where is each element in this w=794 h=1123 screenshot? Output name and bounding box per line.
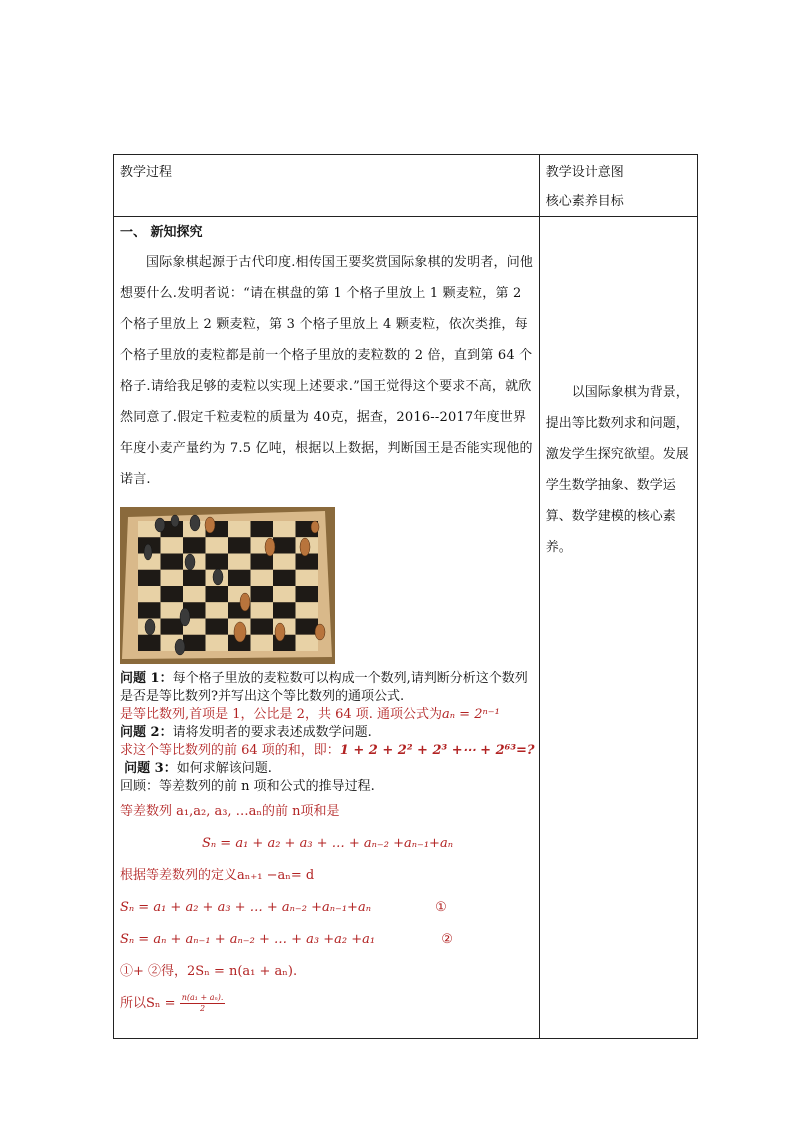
board-square <box>228 554 251 570</box>
chessboard-photo <box>120 507 335 664</box>
board-square <box>206 619 229 635</box>
board-square <box>296 570 319 586</box>
board-square <box>183 537 206 553</box>
answer-2 <box>120 742 535 760</box>
q1-label: 问题 1： <box>120 671 173 686</box>
board-square <box>251 521 274 537</box>
board-square <box>161 586 184 602</box>
board-square <box>251 619 274 635</box>
board-square <box>228 570 251 586</box>
eq2-mark: ② <box>441 932 453 947</box>
board-square <box>206 537 229 553</box>
board-square <box>251 586 274 602</box>
board-square <box>273 602 296 618</box>
conclusion-line <box>120 988 535 1020</box>
board-square <box>296 586 319 602</box>
teaching-process-cell <box>114 217 540 1039</box>
fraction-denominator: 2 <box>200 1004 206 1013</box>
board-square <box>206 586 229 602</box>
question-1 <box>120 670 535 706</box>
header-right-line1: 教学设计意图 <box>545 165 624 180</box>
board-square <box>183 635 206 651</box>
arith-intro: 等差数列 a₁,a₂, a₃, …aₙ的前 n项和是 <box>120 804 340 819</box>
a1-text: 是等比数列,首项是 1，公比是 2，共 64 项. 通项公式为 <box>120 707 443 722</box>
sum-fraction <box>180 993 226 1014</box>
board-square <box>206 635 229 651</box>
header-right-line2: 核心素养目标 <box>545 194 624 209</box>
board-square <box>251 635 274 651</box>
equation-1 <box>120 892 535 924</box>
a1-formula: aₙ = 2ⁿ⁻¹ <box>442 707 500 722</box>
eq1-formula: Sₙ = a₁ + a₂ + a₃ + … + aₙ₋₂ +aₙ₋₁+aₙ <box>120 900 371 915</box>
board-square <box>161 554 184 570</box>
board-square <box>161 570 184 586</box>
board-square <box>138 570 161 586</box>
definition-line: 根据等差数列的定义aₙ₊₁ −aₙ= d <box>120 868 315 883</box>
a2-formula: 1 + 2 + 2² + 2³ +⋯ + 2⁶³=? <box>339 743 535 758</box>
board-square <box>161 537 184 553</box>
q3-text: 如何求解该问题. <box>176 761 272 776</box>
answer-1 <box>120 706 535 724</box>
board-square <box>251 602 274 618</box>
eq2-formula: Sₙ = aₙ + aₙ₋₁ + aₙ₋₂ + … + a₃ +a₂ +a₁ <box>120 932 376 947</box>
equation-2 <box>120 924 535 956</box>
board-square <box>206 554 229 570</box>
board-square <box>183 586 206 602</box>
a2-text: 求这个等比数列的前 64 项的和，即： <box>120 743 340 758</box>
section-title: 一、 新知探究 <box>120 225 203 240</box>
board-square <box>251 570 274 586</box>
board-square <box>138 586 161 602</box>
q1-text: 每个格子里放的麦粒数可以构成一个数列,请判断分析这个数列是否是等比数列?并写出这个等比数列的通项公式. <box>120 671 528 704</box>
board-square <box>296 619 319 635</box>
board-square <box>161 602 184 618</box>
fraction-numerator: n(a₁ + aₙ). <box>181 993 224 1002</box>
board-square <box>138 635 161 651</box>
review-line: 回顾：等差数列的前 n 项和公式的推导过程. <box>120 779 375 794</box>
board-square <box>296 602 319 618</box>
board-square <box>273 570 296 586</box>
board-square <box>138 602 161 618</box>
board-square <box>228 537 251 553</box>
eq1-mark: ① <box>435 900 447 915</box>
board-square <box>183 570 206 586</box>
board-square <box>273 586 296 602</box>
q3-label: 问题 3： <box>124 761 177 776</box>
board-square <box>296 554 319 570</box>
board-square <box>206 602 229 618</box>
sum-formula: Sₙ = a₁ + a₂ + a₃ + … + aₙ₋₂ +aₙ₋₁+aₙ <box>202 836 453 851</box>
board-square <box>228 521 251 537</box>
header-left-text: 教学过程 <box>120 165 173 180</box>
combine-line: ①+ ②得，2Sₙ = n(a₁ + aₙ). <box>120 964 298 979</box>
story-paragraph: 国际象棋起源于古代印度.相传国王要奖赏国际象棋的发明者，问他想要什么.发明者说：“请在棋盘的第 1 个格子里放上 1 颗麦粒，第 2 个格子里放上 2 颗麦粒，第 3 个格子里放上 4 颗麦粒，依次类推，每个格子里放的麦粒都是前一个格子里放的麦粒数的 2 倍，直到第 64 个格子.请给我足够的麦粒以实现上述要求.”国王觉得这个要求不高，就欣然同意了.假定千粒麦粒的质量为 40克，据查，2016--2017年度世界年度小麦产量约为 7.5 亿吨，根据以上数据，判断国王是否能实现他的诺言. <box>120 255 534 487</box>
header-design-intent <box>539 155 697 217</box>
lesson-table <box>113 154 698 1039</box>
board-square <box>273 554 296 570</box>
design-intent-text: 以国际象棋为背景，提出等比数列求和问题，激发学生探究欲望。发展学生数学抽象、数学运算、数学建模的核心素养。 <box>545 385 689 555</box>
design-intent-cell <box>539 217 697 1039</box>
question-2 <box>120 724 535 742</box>
header-teaching-process <box>114 155 540 217</box>
board-square <box>296 635 319 651</box>
q2-text: 请将发明者的要求表述成数学问题. <box>172 725 372 740</box>
board-square <box>273 537 296 553</box>
q2-label: 问题 2： <box>120 725 173 740</box>
board-square <box>273 521 296 537</box>
board-square <box>161 619 184 635</box>
question-3 <box>120 760 535 778</box>
so-prefix: 所以Sₙ = <box>120 996 176 1011</box>
